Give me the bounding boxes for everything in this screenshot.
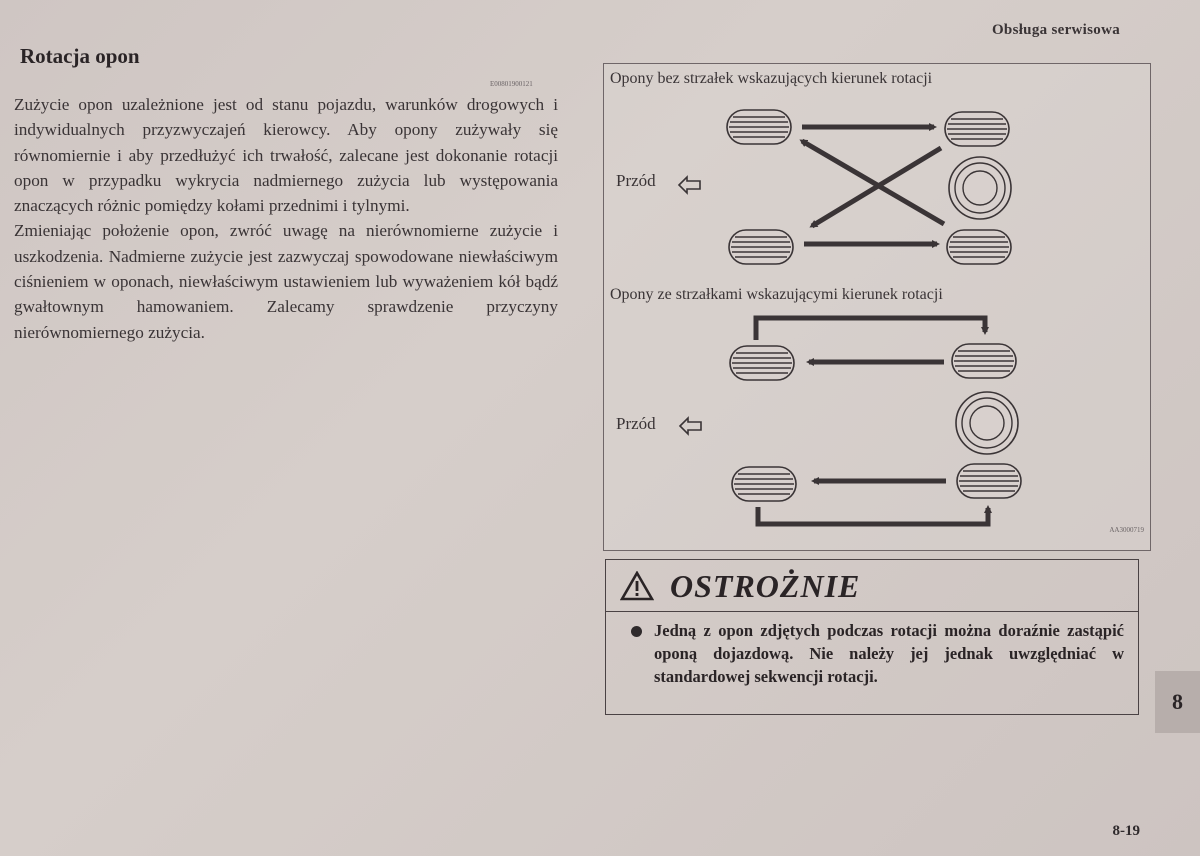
arrow-left-outline-icon (680, 418, 701, 434)
tire-front-right-icon (945, 112, 1009, 146)
tire-rear-right-arrows-icon (957, 464, 1021, 498)
caution-box (605, 559, 1139, 715)
paragraph-1: Zużycie opon uzależnione jest od stanu pojazdu, warunków drogowych i indywidualnych przyzwyczajeń kierowcy. Aby opony zużywały się równomiernie i aby przedłużyć ich trwałość, zalecane jest dokonanie rotacji opon w przypadku wykrycia nadmiernego zużycia lub występowania znaczących różnic pomiędzy kołami przednimi i tylnymi. (14, 95, 558, 216)
body-text (14, 92, 558, 345)
chapter-tab: 8 (1155, 671, 1200, 733)
arrow-diagonal-up-icon (802, 141, 944, 224)
section-title: Rotacja opon (20, 44, 140, 68)
spare-tire-arrows-icon (956, 392, 1018, 454)
caption-no-arrows: Opony bez strzałek wskazujących kierunek rotacji (610, 70, 933, 87)
tire-front-left-icon (727, 110, 791, 144)
tire-rear-left-arrows-icon (732, 467, 796, 501)
tire-rear-right-icon (947, 230, 1011, 264)
page-number: 8-19 (1112, 823, 1140, 839)
page-header: Obsługa serwisowa (991, 22, 1120, 38)
paragraph-2: Zmieniając położenie opon, zwróć uwagę na nierównomierne zużycie i uszkodzenia. Nadmierne zużycie jest zazwyczaj spowodowane niewłaściwym ciśnieniem w oponach, niewłaściwym ustawieniem lub wyważeniem kół bądź gwałtownym hamowaniem. Zalecamy sprawdzenie przyczyny nierównomiernego zużycia. (14, 221, 558, 342)
tire-front-left-arrows-icon (730, 346, 794, 380)
figure-code: AA3000719 (1109, 526, 1144, 534)
caution-text: Jedną z opon zdjętych podczas rotacji można doraźnie zastąpić oponą dojazdową. Nie należy jej jednak uwzględniać w standardowej sekwencji rotacji. (654, 621, 1124, 686)
bullet-dot (631, 626, 642, 637)
rotation-figure (603, 63, 1151, 551)
arrow-top-loop-icon (756, 318, 985, 340)
section-code: E00801900121 (490, 80, 533, 88)
warning-triangle-icon (620, 571, 654, 601)
tire-front-right-arrows-icon (952, 344, 1016, 378)
caution-title: OSTROŻNIE (670, 568, 861, 604)
caption-with-arrows: Opony ze strzałkami wskazującymi kierunek rotacji (610, 286, 943, 303)
spare-tire-icon (949, 157, 1011, 219)
caution-header (606, 560, 1138, 612)
rotation-diagram (604, 64, 1150, 550)
front-label-bottom: Przód (616, 414, 656, 433)
arrow-bottom-loop-icon (758, 507, 988, 524)
tire-rear-left-icon (729, 230, 793, 264)
arrow-left-outline-icon (679, 177, 700, 193)
front-label-top: Przód (616, 171, 656, 190)
